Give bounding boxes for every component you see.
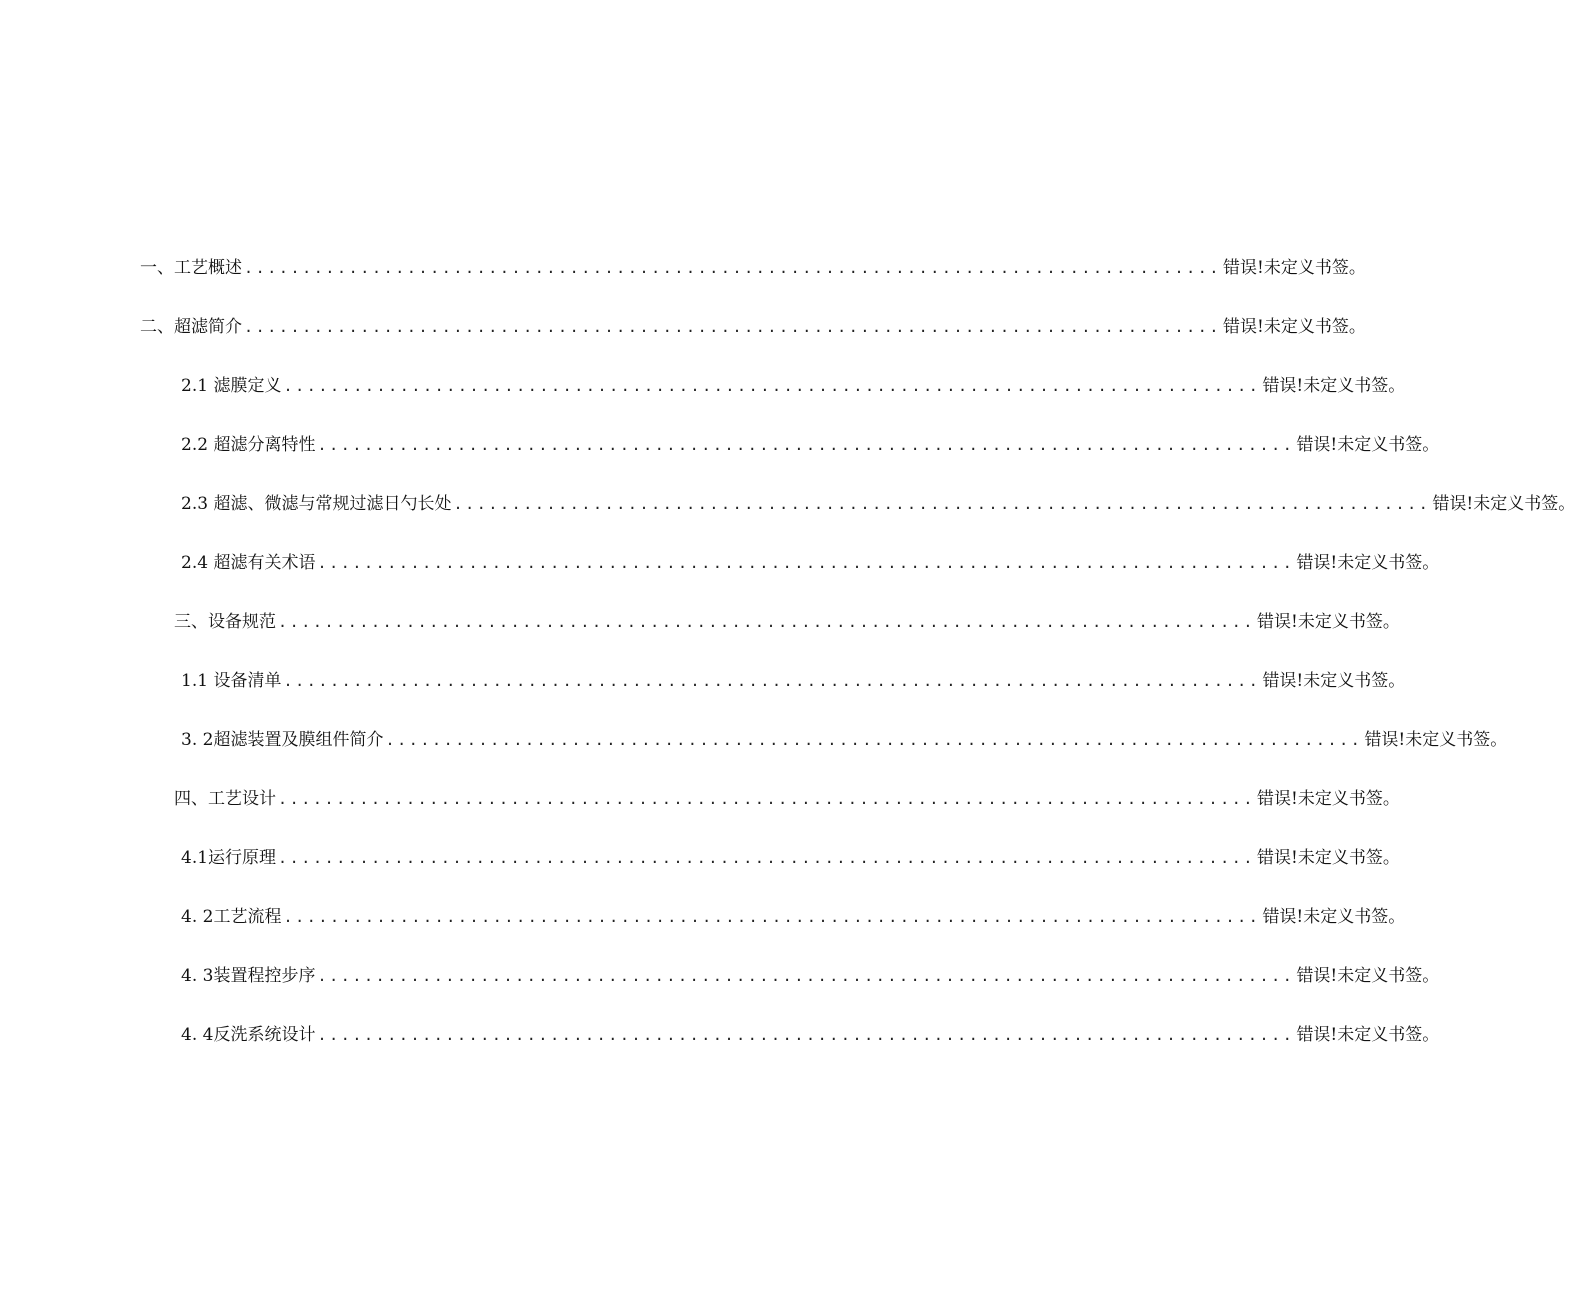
toc-dot-leader: .................................................................................... <box>317 1026 1295 1044</box>
toc-entry-page: 错误!未定义书签。 <box>1364 730 1508 750</box>
toc-entry[interactable] <box>181 548 1440 578</box>
toc-entry-page: 错误!未定义书签。 <box>1296 966 1440 986</box>
toc-dot-leader: .................................................................................... <box>244 259 1221 277</box>
toc-entry[interactable] <box>181 961 1440 991</box>
toc-entry[interactable] <box>181 843 1400 873</box>
toc-entry-title: 二、超滤简介 <box>140 317 242 337</box>
toc-entry-title: 2.4 超滤有关术语 <box>181 553 316 573</box>
toc-entry-title: 四、工艺设计 <box>174 789 276 809</box>
toc-entry-title: 4.1运行原理 <box>181 848 277 868</box>
toc-dot-leader: .................................................................................... <box>453 495 1431 513</box>
toc-dot-leader: .................................................................................... <box>283 908 1261 926</box>
toc-dot-leader: .................................................................................... <box>385 731 1363 749</box>
toc-entry[interactable] <box>181 489 1575 519</box>
toc-dot-leader: .................................................................................... <box>283 672 1261 690</box>
toc-entry-page: 错误!未定义书签。 <box>1296 1025 1440 1045</box>
toc-entry-title: 1.1 设备清单 <box>181 671 282 691</box>
toc-dot-leader: .................................................................................... <box>317 967 1295 985</box>
toc-entry[interactable] <box>181 902 1406 932</box>
toc-entry-title: 4. 2工艺流程 <box>181 907 282 927</box>
toc-entry[interactable] <box>140 253 1366 283</box>
toc-entry-page: 错误!未定义书签。 <box>1296 435 1440 455</box>
toc-dot-leader: .................................................................................... <box>283 377 1261 395</box>
toc-entry[interactable] <box>181 371 1406 401</box>
toc-dot-leader: .................................................................................... <box>278 613 1255 631</box>
toc-entry[interactable] <box>174 784 1400 814</box>
toc-entry-title: 3. 2超滤装置及膜组件简介 <box>181 730 384 750</box>
toc-entry-page: 错误!未定义书签。 <box>1256 612 1400 632</box>
toc-entry[interactable] <box>181 430 1440 460</box>
toc-entry-title: 4. 4反洗系统设计 <box>181 1025 316 1045</box>
toc-entry-page: 错误!未定义书签。 <box>1262 376 1406 396</box>
toc-entry-title: 2.3 超滤、微滤与常规过滤日勺长处 <box>181 494 452 514</box>
toc-entry[interactable] <box>181 725 1508 755</box>
toc-entry[interactable] <box>181 1020 1440 1050</box>
toc-dot-leader: .................................................................................... <box>244 318 1221 336</box>
toc-dot-leader: .................................................................................... <box>317 554 1295 572</box>
toc-dot-leader: .................................................................................... <box>278 790 1255 808</box>
toc-entry-page: 错误!未定义书签。 <box>1222 317 1366 337</box>
toc-entry-title: 2.2 超滤分离特性 <box>181 435 316 455</box>
toc-entry-page: 错误!未定义书签。 <box>1296 553 1440 573</box>
toc-entry-page: 错误!未定义书签。 <box>1222 258 1366 278</box>
toc-entry-page: 错误!未定义书签。 <box>1262 907 1406 927</box>
toc-dot-leader: .................................................................................... <box>278 849 1256 867</box>
toc-dot-leader: .................................................................................... <box>317 436 1295 454</box>
toc-entry-page: 错误!未定义书签。 <box>1432 494 1575 514</box>
toc-entry-title: 一、工艺概述 <box>140 258 242 278</box>
toc-entry-page: 错误!未定义书签。 <box>1262 671 1406 691</box>
toc-entry[interactable] <box>140 312 1366 342</box>
toc-entry-page: 错误!未定义书签。 <box>1256 789 1400 809</box>
toc-entry-title: 4. 3装置程控步序 <box>181 966 316 986</box>
toc-entry-title: 2.1 滤膜定义 <box>181 376 282 396</box>
toc-entry[interactable] <box>181 666 1406 696</box>
toc-entry-title: 三、设备规范 <box>174 612 276 632</box>
toc-entry[interactable] <box>174 607 1400 637</box>
toc-entry-page: 错误!未定义书签。 <box>1257 848 1400 868</box>
